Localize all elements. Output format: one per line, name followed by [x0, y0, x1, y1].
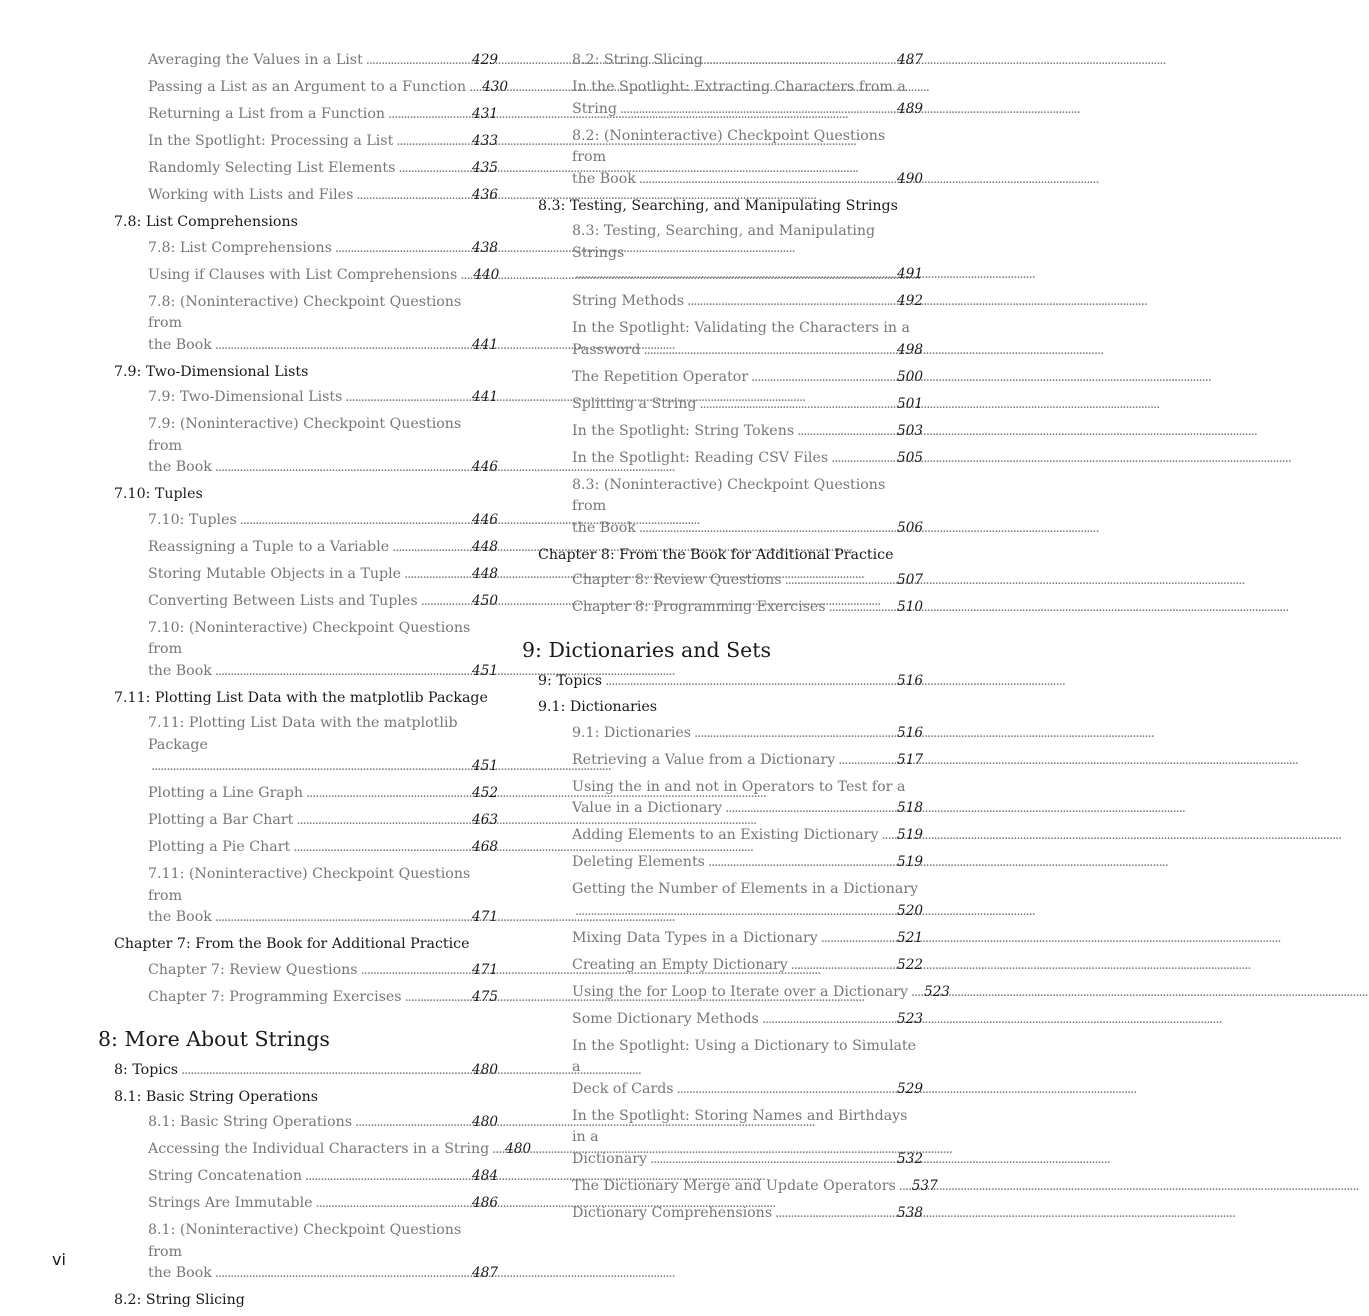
toc-page-number: 537 [911, 1177, 938, 1194]
chapter-heading-9-dictionaries-and-sets[interactable]: 9: Dictionaries and Sets [522, 637, 772, 662]
toc-entry-7-11-plotting-list-data-with-the-matplotlib-package[interactable] [98, 713, 498, 778]
toc-entry-7-9-two-dimensional-lists[interactable] [98, 387, 498, 409]
toc-page-number: 491 [897, 266, 923, 282]
toc-entry-7-11-noninteractive-checkpoint-questions-from[interactable] [98, 864, 498, 929]
toc-entry-mixing-data-types-in-a-dictionary[interactable] [522, 928, 923, 950]
dot-leader [575, 264, 894, 286]
toc-entry-title: Using the for Loop to Iterate over a Dictionary [572, 983, 908, 1000]
toc-page-number: 471 [472, 961, 498, 978]
toc-entry-title: The Repetition Operator [572, 368, 749, 385]
dot-leader [687, 291, 894, 313]
dot-leader [797, 421, 894, 443]
toc-entry-using-if-clauses-with-list-comprehensions[interactable] [98, 265, 498, 287]
toc-entry-title: Working with Lists and Files [148, 187, 354, 203]
toc-section-chapter-7-from-the-book-for-additional-practice[interactable] [98, 934, 498, 956]
dot-leader [639, 518, 894, 540]
toc-page-number: 441 [472, 389, 498, 405]
dot-leader [492, 1139, 502, 1161]
toc-entry-title: 8.1: Basic String Operations [114, 1088, 319, 1105]
dot-leader [791, 955, 894, 977]
toc-entry-8-1-noninteractive-checkpoint-questions-from[interactable] [98, 1220, 498, 1285]
toc-entry-title-continued: the Book [148, 459, 212, 475]
toc-entry-title: 8.2: String Slicing [114, 1292, 245, 1308]
dot-leader [316, 1193, 470, 1215]
dot-leader [388, 104, 469, 126]
toc-entry-title: 7.10: Tuples [148, 511, 237, 528]
toc-entry-title: Mixing Data Types in a Dictionary [572, 929, 818, 946]
toc-entry-title: Returning a List from a Function [148, 106, 386, 122]
toc-page-number: 519 [897, 854, 923, 870]
toc-entry-title: Storing Mutable Objects in a Tuple [148, 565, 402, 582]
toc-entry-some-dictionary-methods[interactable] [522, 1009, 923, 1031]
toc-entry-title: 7.11: Plotting List Data with the matplotlib Package [148, 715, 458, 753]
toc-page-number: 446 [472, 511, 498, 528]
toc-page-number: 433 [472, 133, 498, 149]
toc-entry-title: 9: Topics [538, 672, 603, 689]
dot-leader [345, 387, 469, 409]
toc-entry-title: Randomly Selecting List Elements [148, 160, 396, 176]
toc-entry-in-the-spotlight-reading-csv-files[interactable] [522, 448, 923, 470]
toc-page-number: 446 [472, 459, 498, 475]
toc-entry-8-2-string-slicing[interactable] [522, 50, 923, 72]
toc-entry-title-continued: Value in a Dictionary [572, 800, 723, 816]
toc-section-chapter-8-from-the-book-for-additional-practice[interactable] [522, 545, 923, 567]
toc-entry-title-continued: Deck of Cards [572, 1080, 674, 1097]
toc-entry-title: Creating an Empty Dictionary [572, 956, 788, 973]
dot-leader [620, 99, 894, 121]
toc-page-number: 480 [472, 1062, 498, 1078]
toc-page-number: 507 [897, 572, 923, 588]
toc-entry-title: Using if Clauses with List Comprehensions [148, 266, 458, 283]
dot-leader [706, 50, 894, 72]
toc-entry-title: Strings Are Immutable [148, 1195, 313, 1211]
toc-entry-title-continued: String [572, 100, 617, 117]
toc-page-number: 506 [897, 519, 923, 536]
toc-entry-working-with-lists-and-files[interactable] [98, 185, 498, 207]
toc-entry-dictionary-comprehensions[interactable] [522, 1203, 923, 1225]
dot-leader [677, 1079, 894, 1101]
toc-section-7-10-tuples[interactable] [98, 484, 498, 506]
dot-leader [215, 907, 469, 929]
toc-entry-title: Plotting a Pie Chart [148, 839, 291, 855]
toc-entry-title: In the Spotlight: Reading CSV Files [572, 449, 829, 466]
toc-entry-title: String Methods [572, 293, 685, 309]
chapter-heading-8-more-about-strings[interactable]: 8: More About Strings [98, 1027, 330, 1051]
toc-entry-title: Plotting a Bar Chart [148, 812, 294, 828]
dot-leader [355, 1112, 469, 1134]
toc-entry-title: 7.10: (Noninteractive) Checkpoint Questions from [148, 619, 471, 657]
toc-page-number: 463 [472, 812, 498, 828]
toc-entry-converting-between-lists-and-tuples[interactable] [98, 591, 498, 613]
toc-entry-deleting-elements[interactable] [522, 852, 923, 874]
toc-entry-title: Chapter 7: Programming Exercises [148, 988, 402, 1005]
toc-page-number: 505 [897, 449, 923, 466]
toc-page-number: 436 [472, 187, 498, 203]
toc-entry-title: The Dictionary Merge and Update Operators [572, 1177, 896, 1194]
dot-leader [639, 169, 894, 191]
dot-leader [575, 901, 894, 923]
dot-leader [405, 987, 469, 1009]
toc-entry-title: In the Spotlight: String Tokens [572, 422, 795, 439]
toc-entry-8-1-basic-string-operations[interactable] [98, 1112, 498, 1134]
toc-page-number: 480 [505, 1141, 532, 1157]
toc-entry-title: Averaging the Values in a List [148, 52, 363, 68]
toc-entry-title: Chapter 8: From the Book for Additional Practice [538, 546, 894, 563]
toc-entry-title: Chapter 8: Review Questions [572, 572, 782, 588]
toc-entry-title: Converting Between Lists and Tuples [148, 592, 418, 609]
toc-page-number: 516 [897, 724, 923, 741]
toc-entry-title: In the Spotlight: Using a Dictionary to Simulate a [572, 1037, 917, 1075]
toc-entry-7-10-tuples[interactable] [98, 510, 498, 532]
toc-page-number: 522 [897, 956, 923, 973]
toc-entry-title: 8.2: String Slicing [572, 52, 703, 68]
toc-entry-in-the-spotlight-using-a-dictionary-to-simulate-a[interactable] [522, 1036, 923, 1101]
toc-entry-adding-elements-to-an-existing-dictionary[interactable] [522, 825, 923, 847]
dot-leader [643, 340, 894, 362]
toc-entry-title-continued: the Book [148, 336, 212, 353]
toc-entry-in-the-spotlight-processing-a-list[interactable] [98, 131, 498, 153]
toc-entry-title: Plotting a Line Graph [148, 785, 304, 801]
dot-leader [356, 185, 469, 207]
dot-leader [240, 510, 469, 532]
toc-entry-storing-mutable-objects-in-a-tuple[interactable] [98, 564, 498, 586]
toc-entry-in-the-spotlight-validating-the-characters-in-a[interactable] [522, 318, 923, 361]
toc-page-number: 519 [897, 827, 923, 843]
toc-entry-averaging-the-values-in-a-list[interactable] [98, 50, 498, 72]
toc-entry-title-continued: Dictionary [572, 1150, 648, 1167]
toc-page-number: 438 [472, 239, 498, 256]
toc-entry-title: In the Spotlight: Processing a List [148, 133, 394, 149]
toc-page-number: 450 [472, 592, 498, 609]
toc-entry-title: Adding Elements to an Existing Dictionary [572, 827, 879, 843]
toc-entry-8-3-testing-searching-and-manipulating-strings[interactable] [522, 221, 923, 286]
toc-entry-title: Reassigning a Tuple to a Variable [148, 538, 390, 555]
toc-page-number: 451 [472, 662, 498, 679]
toc-page-number: 501 [897, 395, 923, 412]
dot-leader [398, 158, 469, 180]
toc-page-number: 441 [472, 336, 498, 353]
toc-entry-title-continued: the Book [572, 170, 636, 187]
toc-entry-8-3-noninteractive-checkpoint-questions-from[interactable] [522, 475, 923, 540]
toc-entry-title: 7.11: Plotting List Data with the matplotlib Package [114, 689, 488, 706]
toc-entry-title: Using the in and not in Operators to Test for a [572, 778, 906, 795]
toc-entry-9-1-dictionaries[interactable] [522, 723, 923, 745]
toc-page-number: 487 [472, 1265, 498, 1281]
toc-entry-title: In the Spotlight: Validating the Characters in a [572, 320, 911, 336]
toc-left-column [98, 50, 532, 1316]
toc-section-8-1-basic-string-operations[interactable] [98, 1087, 498, 1109]
toc-entry-title: 9.1: Dictionaries [538, 699, 658, 715]
dot-leader [404, 564, 469, 586]
toc-page-number: 492 [897, 293, 923, 309]
dot-leader [366, 50, 469, 72]
dot-leader [829, 597, 894, 619]
toc-section-8-3-testing-searching-and-manipulating-strings[interactable] [522, 196, 923, 218]
toc-page-number: 448 [472, 538, 498, 555]
dot-leader [215, 1263, 469, 1285]
toc-entry-title: 7.9: (Noninteractive) Checkpoint Questions from [148, 416, 462, 454]
dot-leader [821, 928, 894, 950]
toc-entry-title: Splitting a String [572, 395, 697, 412]
toc-entry-7-8-list-comprehensions[interactable] [98, 238, 498, 260]
toc-page-number: 529 [897, 1080, 923, 1097]
toc-entry-using-the-for-loop-to-iterate-over-a-dictionary[interactable] [522, 982, 950, 1004]
toc-entry-plotting-a-bar-chart[interactable] [98, 810, 498, 832]
toc-entry-in-the-spotlight-extracting-characters-from-a[interactable] [522, 77, 923, 120]
toc-entry-string-concatenation[interactable] [98, 1166, 498, 1188]
toc-entry-plotting-a-pie-chart[interactable] [98, 837, 498, 859]
toc-entry-strings-are-immutable[interactable] [98, 1193, 498, 1215]
toc-page-number: 468 [472, 839, 498, 855]
toc-entry-title: 8: Topics [114, 1062, 179, 1078]
toc-section-7-11-plotting-list-data-with-the-matplotlib-package[interactable] [98, 688, 498, 710]
toc-page-number: 484 [472, 1168, 498, 1184]
dot-leader [361, 960, 469, 982]
dot-leader [215, 457, 469, 479]
toc-page-number: 500 [897, 368, 923, 385]
toc-entry-title: Passing a List as an Argument to a Function [148, 79, 467, 95]
toc-entry-title: 9.1: Dictionaries [572, 724, 692, 741]
dot-leader [650, 1149, 894, 1171]
toc-entry-title: Chapter 7: From the Book for Additional Practice [114, 936, 470, 952]
toc-page-number: 489 [897, 100, 923, 117]
toc-entry-title: In the Spotlight: Storing Names and Birthdays in a [572, 1107, 908, 1145]
dot-leader [708, 852, 894, 874]
toc-page-number: 471 [472, 909, 498, 925]
dot-leader [838, 750, 894, 772]
toc-entry-title: 7.8: List Comprehensions [114, 214, 298, 230]
dot-leader [181, 1060, 469, 1082]
toc-entry-in-the-spotlight-storing-names-and-birthdays-in-a[interactable] [522, 1106, 923, 1171]
dot-leader [421, 591, 469, 613]
dot-leader [605, 671, 894, 693]
toc-entry-title: 7.10: Tuples [114, 486, 203, 502]
toc-page-number: 516 [897, 672, 923, 689]
dot-leader [899, 1176, 909, 1198]
toc-entry-title-continued: the Book [148, 662, 212, 679]
toc-page-number: 431 [472, 106, 498, 122]
toc-page-number: 435 [472, 160, 498, 176]
toc-entry-title: 7.11: (Noninteractive) Checkpoint Questions from [148, 866, 471, 904]
toc-entry-title: Some Dictionary Methods [572, 1010, 759, 1027]
toc-entry-title: Chapter 8: Programming Exercises [572, 599, 826, 615]
toc-entry-title: Accessing the Individual Characters in a String [148, 1141, 490, 1157]
toc-entry-randomly-selecting-list-elements[interactable] [98, 158, 498, 180]
toc-entry-chapter-7-review-questions[interactable] [98, 960, 498, 982]
toc-entry-accessing-the-individual-characters-in-a-string[interactable] [98, 1139, 532, 1161]
toc-section-7-9-two-dimensional-lists[interactable] [98, 362, 498, 384]
dot-leader [762, 1009, 894, 1031]
toc-entry-7-8-noninteractive-checkpoint-questions-from[interactable] [98, 292, 498, 357]
toc-page-number: 518 [897, 800, 923, 816]
toc-entry-title: Dictionary Comprehensions [572, 1204, 773, 1221]
toc-page-number: 451 [472, 758, 498, 774]
toc-page-number: 490 [897, 170, 923, 187]
toc-entry-title: 7.9: Two-Dimensional Lists [148, 389, 343, 405]
toc-entry-passing-a-list-as-an-argument-to-a-function[interactable] [98, 77, 509, 99]
toc-entry-title: Getting the Number of Elements in a Dictionary [572, 881, 919, 897]
dot-leader [725, 798, 894, 820]
toc-page-number: 520 [897, 902, 923, 919]
toc-entry-title: 8.3: (Noninteractive) Checkpoint Questions from [572, 476, 886, 514]
toc-entry-getting-the-number-of-elements-in-a-dictionary[interactable] [522, 879, 923, 922]
toc-page-number: 486 [472, 1195, 498, 1211]
toc-page-number: 487 [897, 52, 923, 68]
toc-entry-plotting-a-line-graph[interactable] [98, 783, 498, 805]
dot-leader [785, 570, 894, 592]
toc-entry-the-repetition-operator[interactable] [522, 367, 923, 389]
toc-entry-title: 7.9: Two-Dimensional Lists [114, 363, 309, 380]
toc-entry-chapter-8-review-questions[interactable] [522, 570, 923, 592]
toc-entry-chapter-7-programming-exercises[interactable] [98, 987, 498, 1009]
toc-entry-string-methods[interactable] [522, 291, 923, 313]
toc-page-number: 523 [923, 983, 950, 1000]
toc-page-number: 498 [897, 341, 923, 358]
toc-section-7-8-list-comprehensions[interactable] [98, 212, 498, 234]
toc-entry-title: Retrieving a Value from a Dictionary [572, 751, 836, 768]
dot-leader [293, 837, 469, 859]
toc-entry-splitting-a-string[interactable] [522, 394, 923, 416]
toc-page-number: 521 [897, 929, 923, 946]
toc-entry-reassigning-a-tuple-to-a-variable[interactable] [98, 537, 498, 559]
dot-leader [699, 394, 894, 416]
toc-entry-title: Deleting Elements [572, 854, 705, 870]
toc-page-number: 538 [897, 1204, 923, 1221]
dot-leader [215, 661, 469, 683]
toc-entry-8-2-noninteractive-checkpoint-questions-from[interactable] [522, 126, 923, 191]
toc-entry-title: In the Spotlight: Extracting Characters from a [572, 79, 906, 95]
toc-entry-chapter-8-programming-exercises[interactable] [522, 597, 923, 619]
toc-entry-returning-a-list-from-a-function[interactable] [98, 104, 498, 126]
dot-leader [296, 810, 469, 832]
dot-leader [469, 77, 479, 99]
toc-entry-title: 8.1: Basic String Operations [148, 1114, 353, 1130]
toc-page-number: 503 [897, 422, 923, 439]
toc-page-number: 430 [482, 79, 509, 95]
toc-entry-using-the-in-and-not-in-operators-to-test-for-a[interactable] [522, 777, 923, 820]
toc-entry-7-9-noninteractive-checkpoint-questions-from[interactable] [98, 414, 498, 479]
dot-leader [775, 1203, 894, 1225]
toc-entry-title: 8.3: Testing, Searching, and Manipulating Strings [538, 197, 898, 214]
dot-leader [151, 756, 469, 778]
dot-leader [751, 367, 894, 389]
dot-leader [306, 783, 469, 805]
toc-entry-title: 7.8: (Noninteractive) Checkpoint Questions from [148, 293, 462, 331]
dot-leader [392, 537, 469, 559]
toc-section-8-topics[interactable] [98, 1060, 498, 1082]
dot-leader [831, 448, 894, 470]
toc-entry-retrieving-a-value-from-a-dictionary[interactable] [522, 750, 923, 772]
toc-page-number: 510 [897, 599, 923, 615]
toc-page-number: 532 [897, 1150, 923, 1167]
dot-leader [694, 723, 894, 745]
dot-leader [305, 1166, 469, 1188]
dot-leader [881, 825, 894, 847]
toc-page-number: 452 [472, 785, 498, 801]
toc-page-number: 440 [473, 266, 500, 283]
toc-section-8-2-string-slicing[interactable] [98, 1290, 498, 1312]
toc-page-number: 448 [472, 565, 498, 582]
toc-entry-title: 7.8: List Comprehensions [148, 239, 332, 256]
toc-page-number: 517 [897, 751, 923, 768]
toc-entry-in-the-spotlight-string-tokens[interactable] [522, 421, 923, 443]
toc-entry-title: 8.1: (Noninteractive) Checkpoint Questions from [148, 1222, 462, 1260]
toc-entry-7-10-noninteractive-checkpoint-questions-from[interactable] [98, 618, 498, 683]
toc-page-number: 480 [472, 1114, 498, 1130]
toc-entry-title: Chapter 7: Review Questions [148, 961, 358, 978]
toc-entry-title-continued: the Book [572, 519, 636, 536]
toc-entry-title-continued: the Book [148, 1265, 212, 1281]
toc-section-9-topics[interactable] [522, 671, 923, 693]
toc-entry-title-continued: the Book [148, 909, 212, 925]
dot-leader [911, 982, 921, 1004]
toc-section-9-1-dictionaries[interactable] [522, 697, 923, 719]
toc-page-number: 523 [897, 1010, 923, 1027]
toc-entry-title: 8.3: Testing, Searching, and Manipulating Strings [572, 223, 876, 261]
toc-entry-title: String Concatenation [148, 1168, 303, 1184]
toc-entry-the-dictionary-merge-and-update-operators[interactable] [522, 1176, 938, 1198]
toc-entry-title: 8.2: (Noninteractive) Checkpoint Questions from [572, 127, 886, 165]
page-number: vi [52, 1250, 66, 1269]
toc-page-number: 429 [472, 52, 498, 68]
dot-leader [460, 265, 470, 287]
toc-page-number: 475 [472, 988, 498, 1005]
toc-entry-title-continued: Password [572, 341, 641, 358]
toc-right-column [522, 50, 950, 1230]
dot-leader [215, 335, 469, 357]
dot-leader [335, 238, 469, 260]
toc-entry-creating-an-empty-dictionary[interactable] [522, 955, 923, 977]
dot-leader [396, 131, 469, 153]
